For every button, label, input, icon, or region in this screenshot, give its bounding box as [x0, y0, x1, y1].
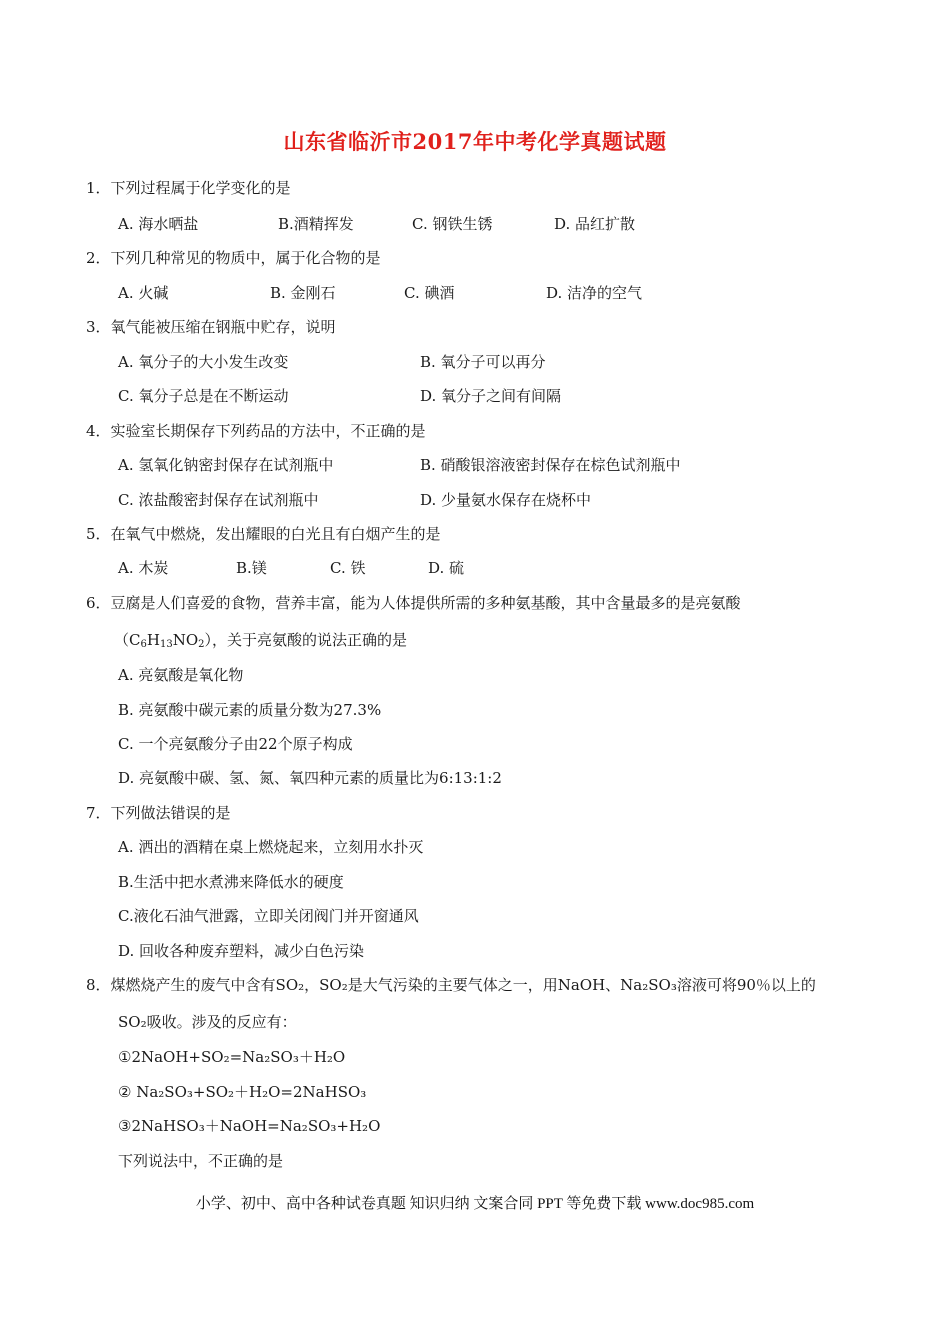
- question-7-option-b: B.生活中把水煮沸来降低水的硬度: [118, 873, 344, 891]
- question-5-stem: 5．在氧气中燃烧，发出耀眼的白光且有白烟产生的是: [86, 525, 441, 543]
- question-3-stem: 3．氧气能被压缩在钢瓶中贮存，说明: [86, 318, 336, 336]
- question-6-option-d: D. 亮氨酸中碳、氢、氮、氧四种元素的质量比为6:13:1:2: [118, 769, 502, 787]
- question-6-formula-sub-h: 13: [159, 639, 173, 650]
- question-1-option-c: C. 钢铁生锈: [412, 215, 493, 233]
- question-2-stem: 2．下列几种常见的物质中，属于化合物的是: [86, 249, 381, 267]
- question-8-stem-continued: SO₂吸收。涉及的反应有：: [118, 1013, 297, 1031]
- question-6-formula-no: NO: [172, 631, 199, 649]
- question-6-formula-post: ），关于亮氨酸的说法正确的是: [204, 631, 408, 649]
- page-title: 山东省临沂市2017年中考化学真题试题: [283, 129, 667, 154]
- question-6-stem-continued: [114, 630, 407, 650]
- question-2-option-d: D. 洁净的空气: [546, 284, 643, 302]
- question-6-formula-sub-c: 6: [140, 639, 147, 650]
- question-4-option-c: C. 浓盐酸密封保存在试剂瓶中: [118, 491, 319, 509]
- question-8-prompt: 下列说法中，不正确的是: [118, 1152, 284, 1170]
- question-6-formula-sub-o: 2: [198, 639, 205, 650]
- question-7-option-a: A. 洒出的酒精在桌上燃烧起来，立刻用水扑灭: [118, 838, 424, 856]
- question-3-option-d: D. 氧分子之间有间隔: [420, 387, 562, 405]
- question-7-option-c: C.液化石油气泄露，立即关闭阀门并开窗通风: [118, 907, 419, 925]
- question-2-option-b: B. 金刚石: [270, 284, 336, 302]
- question-3-option-c: C. 氧分子总是在不断运动: [118, 387, 289, 405]
- question-5-option-a: A. 木炭: [118, 559, 169, 577]
- question-1-option-b: B.酒精挥发: [278, 215, 354, 233]
- question-5-option-d: D. 硫: [428, 559, 465, 577]
- question-8-stem: 8．煤燃烧产生的废气中含有SO₂，SO₂是大气污染的主要气体之一，用NaOH、Na₂SO₃溶液可将90％以上的: [86, 976, 816, 994]
- question-6-option-b: B. 亮氨酸中碳元素的质量分数为27.3%: [118, 701, 382, 719]
- question-8-reaction-2: ② Na₂SO₃+SO₂＋H₂O=2NaHSO₃: [118, 1083, 367, 1101]
- question-6-stem: 6．豆腐是人们喜爱的食物，营养丰富，能为人体提供所需的多种氨基酸，其中含量最多的是亮氨酸: [86, 594, 741, 612]
- question-3-option-b: B. 氧分子可以再分: [420, 353, 546, 371]
- question-8-reaction-3: ③2NaHSO₃＋NaOH=Na₂SO₃+H₂O: [118, 1117, 381, 1135]
- question-5-option-c: C. 铁: [330, 559, 366, 577]
- question-7-stem: 7．下列做法错误的是: [86, 804, 231, 822]
- question-3-option-a: A. 氧分子的大小发生改变: [118, 353, 289, 371]
- question-7-option-d: D. 回收各种废弃塑料，减少白色污染: [118, 942, 365, 960]
- page-footer: 小学、初中、高中各种试卷真题 知识归纳 文案合同 PPT 等免费下载 www.doc985.com: [195, 1196, 755, 1212]
- question-6-option-a: A. 亮氨酸是氧化物: [118, 666, 244, 684]
- question-6-formula-pre: （C: [114, 631, 141, 649]
- question-4-option-b: B. 硝酸银溶液密封保存在棕色试剂瓶中: [420, 456, 681, 474]
- question-5-option-b: B.镁: [236, 559, 267, 577]
- question-2-option-c: C. 碘酒: [404, 284, 455, 302]
- question-4-option-d: D. 少量氨水保存在烧杯中: [420, 491, 592, 509]
- question-4-stem: 4．实验室长期保存下列药品的方法中，不正确的是: [86, 422, 426, 440]
- question-4-option-a: A. 氢氧化钠密封保存在试剂瓶中: [118, 456, 334, 474]
- question-1-option-a: A. 海水晒盐: [118, 215, 199, 233]
- question-6-option-c: C. 一个亮氨酸分子由22个原子构成: [118, 735, 353, 753]
- question-2-option-a: A. 火碱: [118, 284, 169, 302]
- question-8-reaction-1: ①2NaOH+SO₂=Na₂SO₃＋H₂O: [118, 1048, 346, 1066]
- question-1-option-d: D. 品红扩散: [554, 215, 636, 233]
- question-1-stem: 1．下列过程属于化学变化的是: [86, 179, 291, 197]
- question-6-formula-h: H: [146, 631, 160, 649]
